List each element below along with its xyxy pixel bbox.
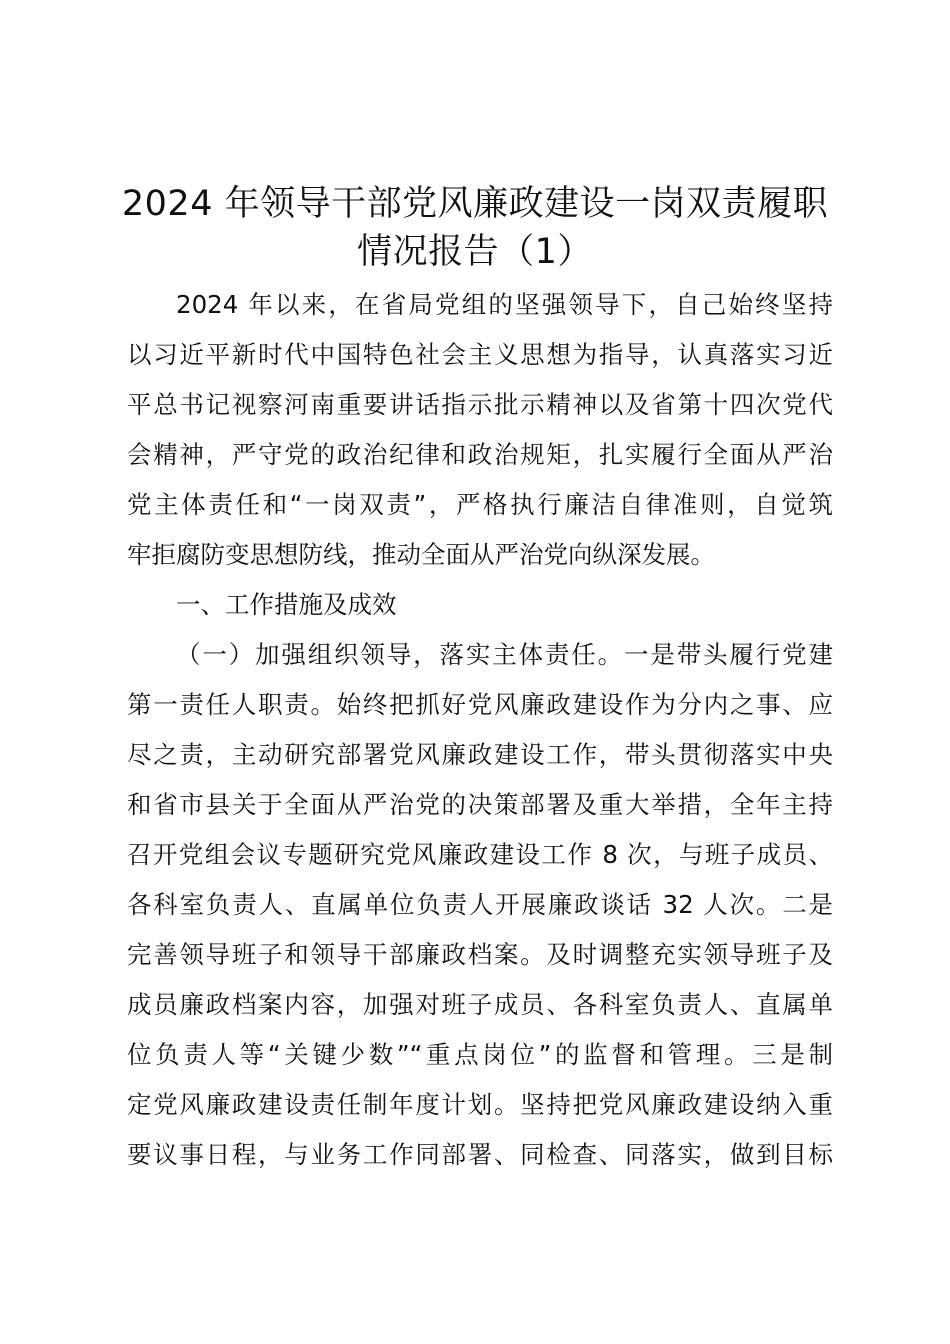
body-line-10: 尽之责，主动研究部署党风廉政建设工作，带头贯彻落实中央 (127, 740, 833, 769)
body-line-14: 完善领导班子和领导干部廉政档案。及时调整充实领导班子及 (127, 940, 833, 969)
body-line-15: 成员廉政档案内容，加强对班子成员、各科室负责人、直属单 (127, 990, 833, 1019)
body-line-16: 位负责人等“关键少数”“重点岗位”的监督和管理。三是制 (127, 1040, 833, 1069)
body-line-17: 定党风廉政建设责任制年度计划。坚持把党风廉政建设纳入重 (127, 1090, 833, 1119)
body-line-11: 和省市县关于全面从严治党的决策部署及重大举措，全年主持 (127, 790, 833, 819)
title-line-2: 情况报告（1） (357, 232, 593, 272)
body-line-2: 以习近平新时代中国特色社会主义思想为指导，认真落实习近 (127, 340, 833, 369)
title-line-1: 2024 年领导干部党风廉政建设一岗双责履职 (121, 184, 829, 224)
body-line-18: 要议事日程，与业务工作同部署、同检查、同落实，做到目标 (127, 1140, 833, 1169)
body-line-1: 2024 年以来，在省局党组的坚强领导下，自己始终坚持 (176, 290, 833, 319)
section-heading: 一、工作措施及成效 (176, 590, 397, 619)
body-line-4: 会精神，严守党的政治纪律和政治规矩，扎实履行全面从严治 (127, 440, 833, 469)
body-line-5: 党主体责任和“一岗双责”，严格执行廉洁自律准则，自觉筑 (127, 490, 833, 519)
body-line-3: 平总书记视察河南重要讲话指示批示精神以及省第十四次党代 (127, 390, 833, 419)
document-title (118, 180, 832, 276)
body-line-13: 各科室负责人、直属单位负责人开展廉政谈话 32 人次。二是 (127, 890, 833, 919)
body-line-9: 第一责任人职责。始终把抓好党风廉政建设作为分内之事、应 (127, 690, 833, 719)
body-line-12: 召开党组会议专题研究党风廉政建设工作 8 次，与班子成员、 (127, 840, 833, 869)
body-line-6: 牢拒腐防变思想防线，推动全面从严治党向纵深发展。 (127, 540, 715, 569)
body-line-8: （一）加强组织领导，落实主体责任。一是带头履行党建 (176, 640, 833, 669)
